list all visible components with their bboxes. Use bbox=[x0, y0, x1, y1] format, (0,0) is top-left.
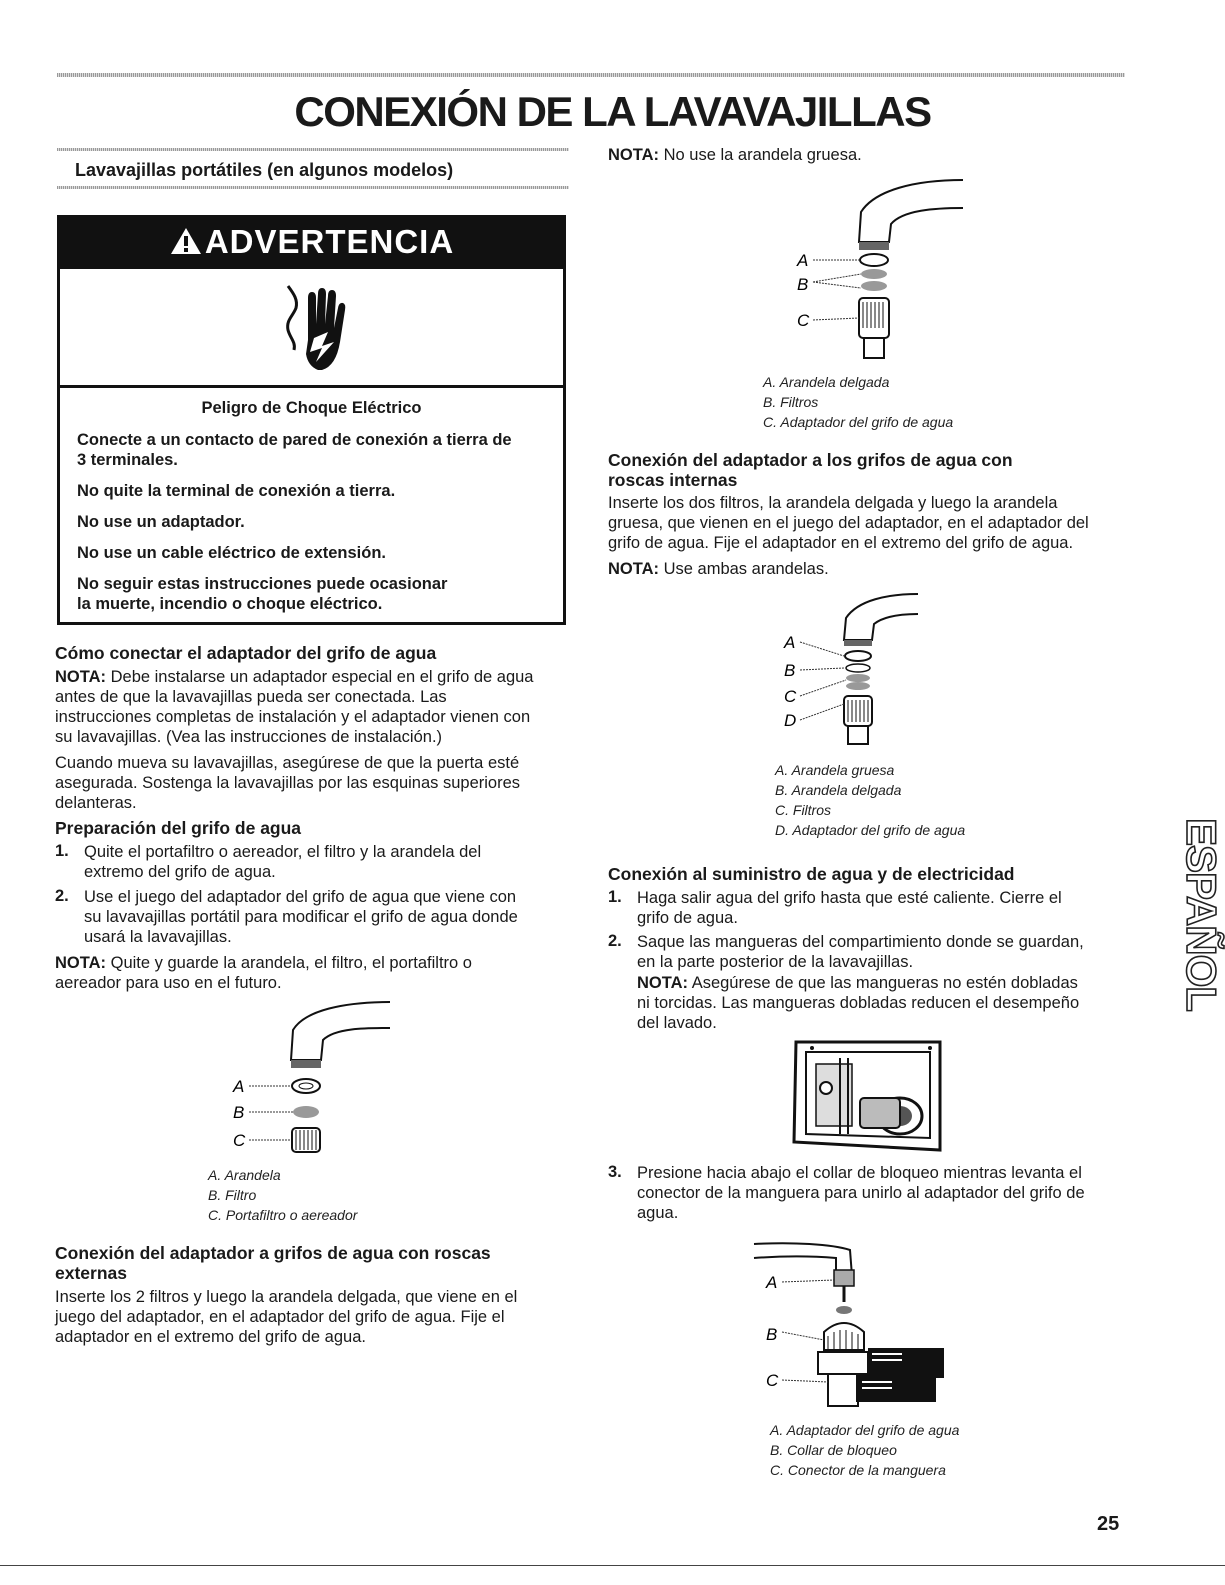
paragraph-line: asegurada. Sostenga la lavavajillas por las esquinas superiores bbox=[55, 774, 521, 792]
paragraph-text: No use la arandela gruesa. bbox=[663, 146, 862, 164]
step-text: conector de la manguera para unirlo al adaptador del grifo de bbox=[637, 1184, 1085, 1202]
step-text: usará la lavavajillas. bbox=[84, 928, 232, 946]
label-a: A bbox=[233, 1077, 245, 1096]
step-number: 2. bbox=[55, 887, 69, 905]
prep-heading: Preparación del grifo de agua bbox=[55, 818, 302, 838]
paragraph-line: gruesa, que vienen en el juego del adaptador, en el adaptador del bbox=[608, 514, 1089, 532]
step-text: Presione hacia abajo el collar de bloqueo mientras levanta el bbox=[637, 1164, 1082, 1182]
nota-label: NOTA: bbox=[608, 560, 660, 578]
figure-caption: A. Arandela delgada bbox=[763, 374, 890, 390]
warning-line: No use un cable eléctrico de extensión. bbox=[77, 544, 387, 562]
como-heading: Cómo conectar el adaptador del grifo de agua bbox=[55, 643, 437, 663]
warning-line: 3 terminales. bbox=[77, 451, 178, 469]
label-b: B bbox=[766, 1325, 778, 1344]
step-number: 2. bbox=[608, 932, 622, 950]
paragraph-line: su lavavajillas. (Vea las instrucciones de instalación.) bbox=[55, 728, 443, 746]
warning-line: la muerte, incendio o choque eléctrico. bbox=[77, 595, 383, 613]
warning-divider bbox=[57, 385, 566, 388]
side-language-tab bbox=[1145, 818, 1225, 1058]
warning-line: No seguir estas instrucciones puede ocasionar bbox=[77, 575, 448, 593]
faucet-diagram-2 bbox=[785, 178, 985, 368]
warning-banner bbox=[57, 215, 566, 269]
paragraph-text: Asegúrese de que las mangueras no estén dobladas bbox=[691, 974, 1078, 992]
label-d: D bbox=[784, 711, 797, 730]
paragraph-line: Inserte los dos filtros, la arandela delgada y luego la arandela bbox=[608, 494, 1058, 512]
int-heading: Conexión del adaptador a los grifos de agua con bbox=[608, 450, 1013, 470]
label-a: A bbox=[766, 1273, 778, 1292]
label-b: B bbox=[233, 1103, 245, 1122]
step-number: 3. bbox=[608, 1163, 622, 1181]
step-number: 1. bbox=[608, 888, 622, 906]
paragraph-line bbox=[55, 953, 472, 973]
paragraph-line: Inserte los 2 filtros y luego la arandela delgada, que viene en el bbox=[55, 1288, 518, 1306]
paragraph-line: adaptador en el extremo del grifo de agua. bbox=[55, 1328, 366, 1346]
step-text: extremo del grifo de agua. bbox=[84, 863, 276, 881]
label-b: B bbox=[784, 661, 796, 680]
ext-heading: Conexión del adaptador a grifos de agua con roscas bbox=[55, 1243, 491, 1263]
figure-caption: D. Adaptador del grifo de agua bbox=[775, 822, 966, 838]
warning-line: No use un adaptador. bbox=[77, 513, 245, 531]
step-text: grifo de agua. bbox=[637, 909, 738, 927]
step-text: Haga salir agua del grifo hasta que esté caliente. Cierre el bbox=[637, 889, 1062, 907]
paragraph-line: Cuando mueva su lavavajillas, asegúrese de que la puerta esté bbox=[55, 754, 520, 772]
step-text: en la parte posterior de la lavavajillas. bbox=[637, 953, 914, 971]
paragraph-line bbox=[608, 559, 829, 579]
bottom-rule bbox=[0, 1565, 1225, 1566]
step-text: ni torcidas. Las mangueras dobladas reducen el desempeño bbox=[637, 994, 1080, 1012]
nota-label: NOTA: bbox=[608, 146, 660, 164]
paragraph-line: grifo de agua. Fije el adaptador en el extremo del grifo de agua. bbox=[608, 534, 1074, 552]
faucet-diagram-3 bbox=[778, 592, 948, 752]
warning-line: Conecte a un contacto de pared de conexión a tierra de bbox=[77, 431, 512, 449]
paragraph-line: delanteras. bbox=[55, 794, 137, 812]
figure-caption: C. Portafiltro o aereador bbox=[208, 1207, 358, 1223]
electric-shock-icon bbox=[268, 280, 358, 380]
warning-triangle-icon bbox=[169, 226, 203, 256]
figure-caption: B. Collar de bloqueo bbox=[770, 1442, 897, 1458]
step-text: su lavavajillas portátil para modificar el grifo de agua donde bbox=[84, 908, 518, 926]
figure-caption: C. Adaptador del grifo de agua bbox=[763, 414, 954, 430]
figure-caption: A. Arandela bbox=[208, 1167, 281, 1183]
section-rule-top bbox=[57, 148, 569, 151]
warning-banner-text: ADVERTENCIA bbox=[204, 223, 455, 260]
paragraph-line bbox=[608, 145, 862, 165]
page-title: CONEXIÓN DE LA LAVAVAJILLAS bbox=[294, 88, 931, 135]
hose-compartment-diagram bbox=[790, 1038, 950, 1158]
step-text: agua. bbox=[637, 1204, 679, 1222]
figure-caption: B. Arandela delgada bbox=[775, 782, 902, 798]
figure-caption: A. Arandela gruesa bbox=[775, 762, 895, 778]
label-c: C bbox=[233, 1131, 246, 1150]
label-c: C bbox=[797, 311, 810, 330]
section-heading: Lavavajillas portátiles (en algunos modelos) bbox=[75, 160, 454, 180]
nota-label: NOTA: bbox=[55, 668, 107, 686]
paragraph-text: Debe instalarse un adaptador especial en el grifo de agua bbox=[110, 668, 534, 686]
int-heading: roscas internas bbox=[608, 470, 738, 490]
step-number: 1. bbox=[55, 842, 69, 860]
paragraph-line: aereador para uso en el futuro. bbox=[55, 974, 282, 992]
warning-box bbox=[57, 215, 566, 625]
label-a: A bbox=[784, 633, 796, 652]
label-c: C bbox=[784, 687, 797, 706]
paragraph-line: antes de que la lavavajillas pueda ser conectada. Las bbox=[55, 688, 447, 706]
top-rule bbox=[57, 73, 1125, 77]
step-text: Quite el portafiltro o aereador, el filtro y la arandela del bbox=[84, 843, 482, 861]
figure-caption: B. Filtro bbox=[208, 1187, 257, 1203]
figure-caption: B. Filtros bbox=[763, 394, 819, 410]
supply-heading: Conexión al suministro de agua y de electricidad bbox=[608, 864, 1015, 884]
label-a: A bbox=[797, 251, 809, 270]
figure-caption: C. Conector de la manguera bbox=[770, 1462, 946, 1478]
ext-heading: externas bbox=[55, 1263, 127, 1283]
nota-label: NOTA: bbox=[637, 974, 689, 992]
section-rule-bottom bbox=[57, 186, 569, 189]
step-text: del lavado. bbox=[637, 1014, 717, 1032]
paragraph-line bbox=[55, 667, 534, 687]
warning-subtitle: Peligro de Choque Eléctrico bbox=[201, 399, 422, 417]
hose-connector-diagram bbox=[752, 1240, 962, 1420]
side-tab-text: ESPAÑOL bbox=[1178, 818, 1225, 1011]
faucet-diagram-1 bbox=[225, 1000, 405, 1165]
paragraph-line: juego del adaptador, en el adaptador del grifo de agua. Fije el bbox=[55, 1308, 505, 1326]
paragraph-line: instrucciones completas de instalación y el adaptador vienen con bbox=[55, 708, 531, 726]
label-c: C bbox=[766, 1371, 779, 1390]
warning-line: No quite la terminal de conexión a tierra. bbox=[77, 482, 396, 500]
nota-label: NOTA: bbox=[55, 954, 107, 972]
label-b: B bbox=[797, 275, 809, 294]
page-number: 25 bbox=[1097, 1513, 1120, 1535]
step-text: Saque las mangueras del compartimiento donde se guardan, bbox=[637, 933, 1084, 951]
step-text: Use el juego del adaptador del grifo de agua que viene con bbox=[84, 888, 517, 906]
figure-caption: A. Adaptador del grifo de agua bbox=[770, 1422, 960, 1438]
figure-caption: C. Filtros bbox=[775, 802, 831, 818]
paragraph-text: Use ambas arandelas. bbox=[663, 560, 829, 578]
step-text bbox=[637, 973, 1078, 993]
paragraph-text: Quite y guarde la arandela, el filtro, el portafiltro o bbox=[110, 954, 472, 972]
